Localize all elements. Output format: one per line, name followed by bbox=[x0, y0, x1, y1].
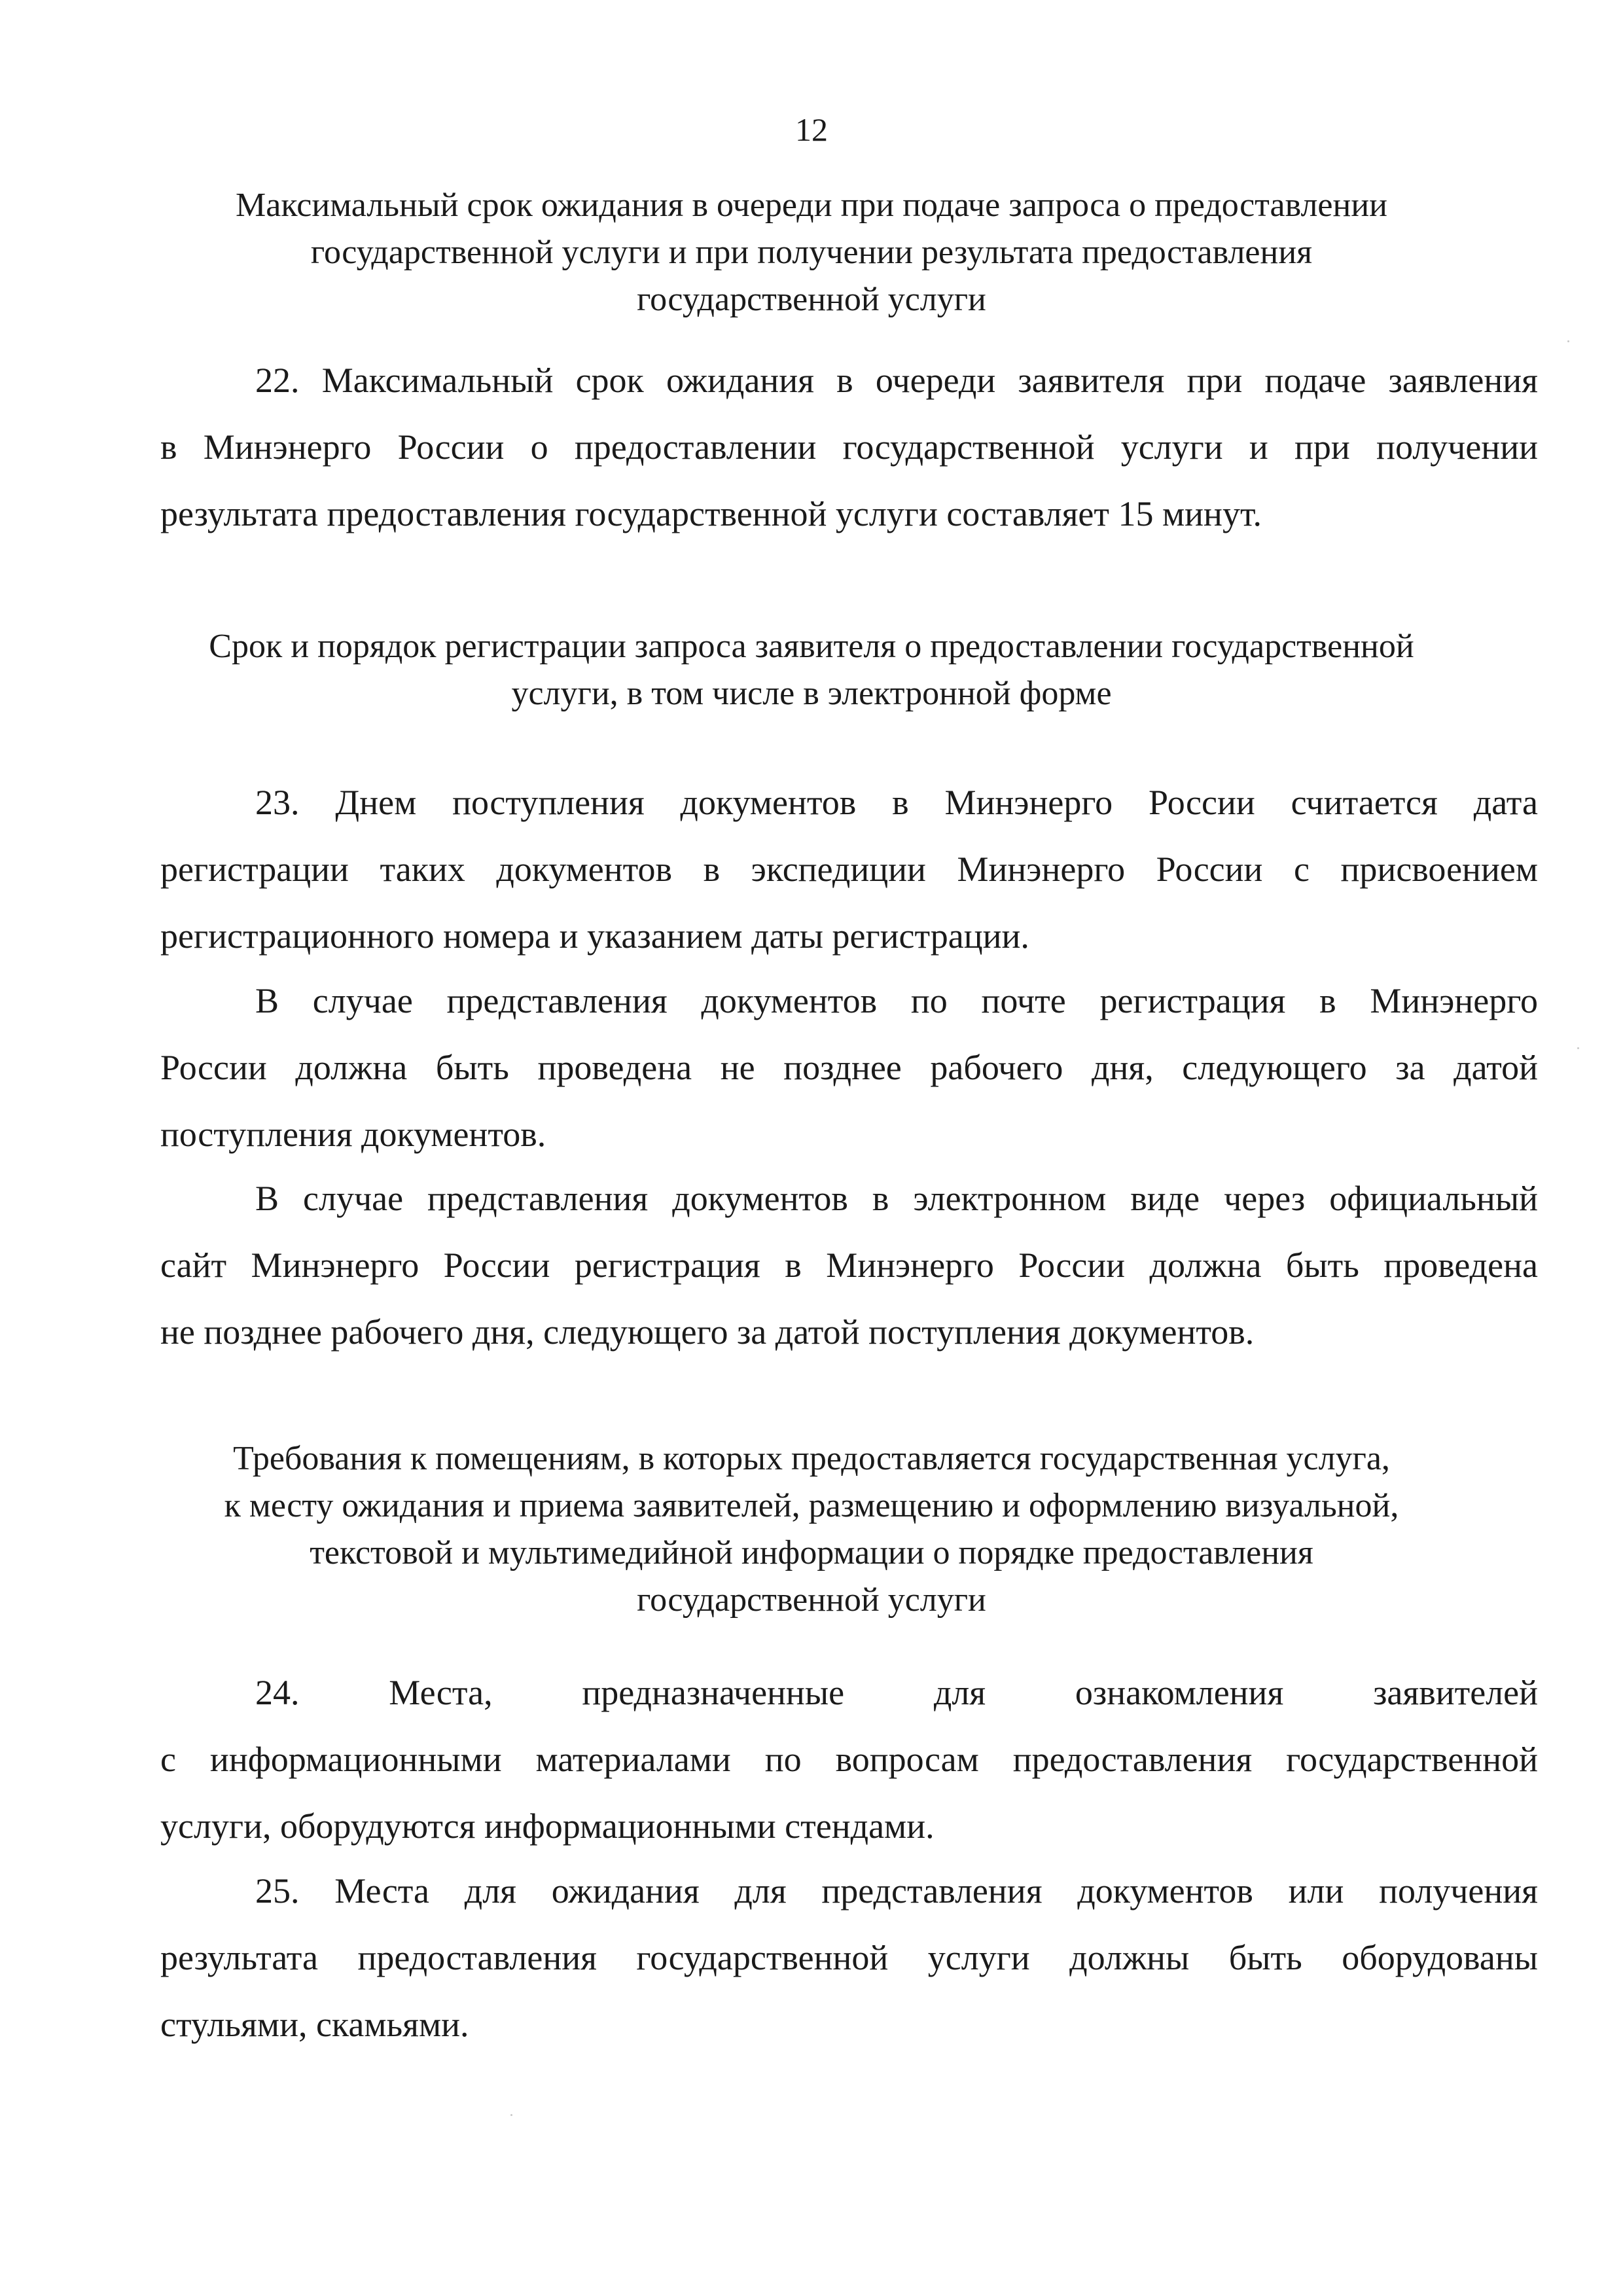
section-heading-registration-terms bbox=[157, 623, 1466, 717]
page-number: 12 bbox=[795, 111, 828, 148]
paragraph-postal-submission bbox=[160, 967, 1538, 1168]
scan-speck bbox=[510, 2114, 512, 2116]
paragraph-22 bbox=[160, 347, 1538, 547]
heading-line: текстовой и мультимедийной информации о порядке предоставления bbox=[310, 1534, 1313, 1571]
paragraph-line: результата предоставления государственной услуги составляет 15 минут. bbox=[160, 494, 1262, 533]
paragraph-line: В случае представления документов в электронном виде через официальный bbox=[255, 1179, 1538, 1218]
heading-line: услуги, в том числе в электронной форме bbox=[511, 675, 1112, 712]
heading-line: Максимальный срок ожидания в очереди при подаче запроса о предоставлении bbox=[236, 187, 1387, 224]
heading-line: к месту ожидания и приема заявителей, размещению и оформлению визуальной, bbox=[224, 1487, 1399, 1524]
scan-speck bbox=[1577, 1047, 1579, 1049]
paragraph-line: 23. Днем поступления документов в Минэнерго России считается дата bbox=[255, 783, 1538, 822]
paragraph-line: 22. Максимальный срок ожидания в очереди заявителя при подаче заявления bbox=[255, 361, 1538, 400]
heading-line: государственной услуги bbox=[637, 281, 986, 318]
paragraph-electronic-submission bbox=[160, 1165, 1538, 1365]
paragraph-line: 25. Места для ожидания для представления документов или получения bbox=[255, 1871, 1538, 1910]
scan-speck bbox=[1567, 340, 1569, 342]
heading-line: Требования к помещениям, в которых предоставляется государственная услуга, bbox=[233, 1440, 1390, 1477]
paragraph-25 bbox=[160, 1857, 1538, 2058]
paragraph-line: регистрационного номера и указанием даты регистрации. bbox=[160, 916, 1029, 956]
paragraph-line: сайт Минэнерго России регистрация в Минэнерго России должна быть проведена bbox=[160, 1246, 1538, 1285]
paragraph-line: в Минэнерго России о предоставлении государственной услуги и при получении bbox=[160, 427, 1538, 467]
paragraph-line: 24. Места, предназначенные для ознакомления заявителей bbox=[255, 1673, 1538, 1712]
paragraph-line: В случае представления документов по почте регистрация в Минэнерго bbox=[255, 981, 1538, 1020]
paragraph-line: поступления документов. bbox=[160, 1115, 546, 1154]
section-heading-premises-requirements bbox=[157, 1435, 1466, 1624]
paragraph-23 bbox=[160, 769, 1538, 969]
paragraph-line: результата предоставления государственной услуги должны быть оборудованы bbox=[160, 1938, 1538, 1977]
paragraph-24 bbox=[160, 1659, 1538, 1859]
heading-line: государственной услуги и при получении результата предоставления bbox=[310, 234, 1313, 271]
paragraph-line: регистрации таких документов в экспедиции Минэнерго России с присвоением bbox=[160, 850, 1538, 889]
section-heading-max-wait-time bbox=[157, 182, 1466, 323]
paragraph-line: стульями, скамьями. bbox=[160, 2005, 469, 2044]
heading-line: Срок и порядок регистрации запроса заявителя о предоставлении государственной bbox=[209, 628, 1414, 665]
paragraph-line: России должна быть проведена не позднее рабочего дня, следующего за датой bbox=[160, 1048, 1538, 1087]
paragraph-line: не позднее рабочего дня, следующего за датой поступления документов. bbox=[160, 1312, 1255, 1352]
heading-line: государственной услуги bbox=[637, 1581, 986, 1619]
paragraph-line: услуги, оборудуются информационными стендами. bbox=[160, 1806, 935, 1846]
paragraph-line: с информационными материалами по вопросам предоставления государственной bbox=[160, 1740, 1538, 1779]
